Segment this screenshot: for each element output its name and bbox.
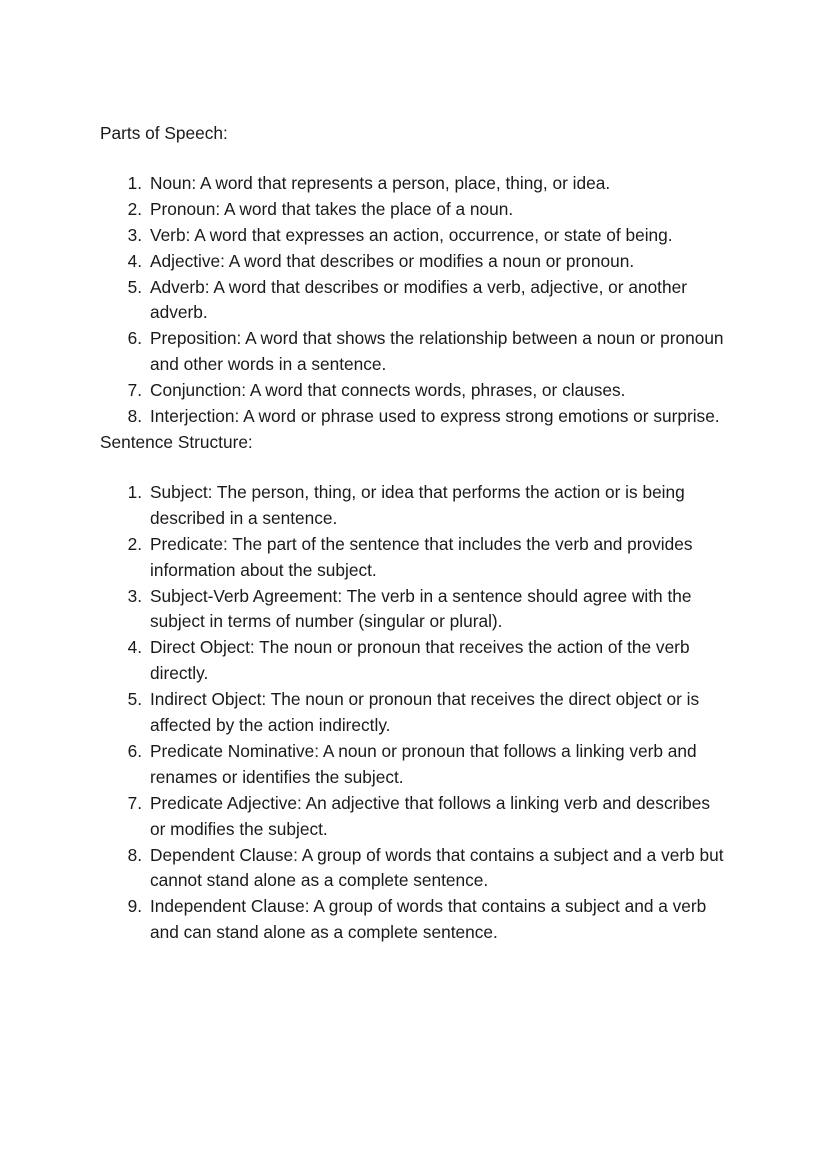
list-item-text: Preposition: A word that shows the relationship between a noun or pronoun and other words in a sentence. xyxy=(150,328,724,375)
list-item-text: Verb: A word that expresses an action, occurrence, or state of being. xyxy=(150,224,673,245)
list-item-number: 6. xyxy=(127,328,142,349)
list-item xyxy=(100,480,730,532)
list-item-number: 5. xyxy=(127,689,142,710)
list-item xyxy=(100,378,730,404)
list-item xyxy=(100,249,730,275)
list-item-text: Interjection: A word or phrase used to express strong emotions or surprise. xyxy=(150,406,720,427)
list-item-number: 4. xyxy=(127,250,142,271)
list-item xyxy=(100,791,730,843)
list-item-text: Predicate: The part of the sentence that includes the verb and provides information about the subject. xyxy=(150,533,693,580)
list-item-text: Indirect Object: The noun or pronoun that receives the direct object or is affected by the action indirectly. xyxy=(150,689,700,736)
list-item-text: Dependent Clause: A group of words that contains a subject and a verb but cannot stand alone as a complete sentence. xyxy=(150,844,724,891)
list-item-text: Predicate Nominative: A noun or pronoun that follows a linking verb and renames or identifies the subject. xyxy=(150,740,697,787)
list-item-number: 9. xyxy=(127,896,142,917)
parts-of-speech-list xyxy=(100,171,730,430)
list-item-text: Independent Clause: A group of words that contains a subject and a verb and can stand alone as a complete sentence. xyxy=(150,896,707,943)
list-item-text: Adverb: A word that describes or modifies a verb, adjective, or another adverb. xyxy=(150,276,687,323)
list-item-number: 8. xyxy=(127,844,142,865)
list-item-number: 1. xyxy=(127,481,142,502)
list-item-number: 1. xyxy=(127,172,142,193)
list-item xyxy=(100,687,730,739)
list-item-text: Direct Object: The noun or pronoun that receives the action of the verb directly. xyxy=(150,637,690,684)
list-item xyxy=(100,532,730,584)
list-item xyxy=(100,635,730,687)
list-item-number: 7. xyxy=(127,380,142,401)
list-item-text: Subject: The person, thing, or idea that performs the action or is being described in a sentence. xyxy=(150,481,685,528)
list-item-text: Adjective: A word that describes or modifies a noun or pronoun. xyxy=(150,250,635,271)
list-item xyxy=(100,197,730,223)
list-item-text: Subject-Verb Agreement: The verb in a sentence should agree with the subject in terms of number (singular or plural). xyxy=(150,585,692,632)
list-item-number: 6. xyxy=(127,740,142,761)
list-item-number: 2. xyxy=(127,198,142,219)
list-item-text: Noun: A word that represents a person, place, thing, or idea. xyxy=(150,172,611,193)
parts-of-speech-heading: Parts of Speech: xyxy=(100,123,228,143)
list-item xyxy=(100,584,730,636)
list-item xyxy=(100,843,730,895)
list-item-number: 3. xyxy=(127,224,142,245)
list-item-number: 8. xyxy=(127,406,142,427)
sentence-structure-heading: Sentence Structure: xyxy=(100,431,253,452)
list-item xyxy=(100,171,730,197)
list-item xyxy=(100,326,730,378)
list-item-number: 3. xyxy=(127,585,142,606)
list-item xyxy=(100,894,730,946)
list-item-number: 7. xyxy=(127,792,142,813)
list-item xyxy=(100,739,730,791)
list-item xyxy=(100,275,730,327)
list-item-text: Conjunction: A word that connects words, phrases, or clauses. xyxy=(150,380,626,401)
list-item-number: 5. xyxy=(127,276,142,297)
list-item-text: Predicate Adjective: An adjective that follows a linking verb and describes or modifies the subject. xyxy=(150,792,711,839)
list-item-number: 2. xyxy=(127,533,142,554)
sentence-structure-list xyxy=(100,480,730,946)
list-item xyxy=(100,404,730,430)
list-item-text: Pronoun: A word that takes the place of a noun. xyxy=(150,198,514,219)
list-item-number: 4. xyxy=(127,637,142,658)
list-item xyxy=(100,223,730,249)
